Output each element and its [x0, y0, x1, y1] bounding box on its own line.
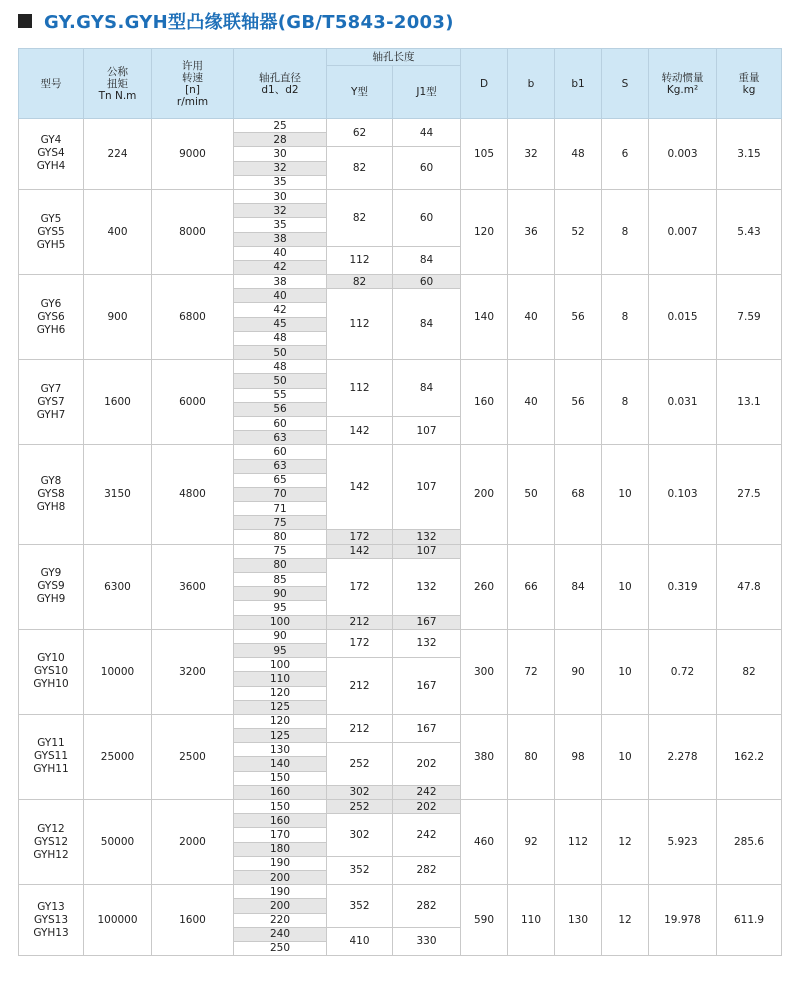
table-row: [19, 885, 782, 899]
bore-cell: 100: [234, 658, 327, 672]
coupling-spec-table: [18, 48, 782, 956]
D-cell: 160: [461, 360, 508, 445]
model-cell: GY6 GYS6 GYH6: [19, 275, 84, 360]
j1-length-cell: 167: [393, 615, 461, 629]
j1-length-cell: 84: [393, 360, 461, 417]
S-cell: 12: [602, 800, 649, 885]
speed-cell: 1600: [152, 885, 234, 956]
bore-cell: 190: [234, 856, 327, 870]
j1-length-cell: 330: [393, 927, 461, 955]
bore-cell: 250: [234, 941, 327, 955]
b1-cell: 112: [555, 800, 602, 885]
D-cell: 260: [461, 544, 508, 629]
D-cell: 105: [461, 119, 508, 190]
j1-length-cell: 60: [393, 275, 461, 289]
bore-cell: 160: [234, 814, 327, 828]
header-j1: J1型: [393, 66, 461, 119]
bore-cell: 45: [234, 317, 327, 331]
inertia-cell: 0.72: [649, 629, 717, 714]
S-cell: 10: [602, 544, 649, 629]
D-cell: 460: [461, 800, 508, 885]
model-cell: GY11 GYS11 GYH11: [19, 714, 84, 799]
b-cell: 66: [508, 544, 555, 629]
bore-cell: 95: [234, 643, 327, 657]
header-b: b: [508, 49, 555, 119]
bore-cell: 95: [234, 601, 327, 615]
bore-cell: 71: [234, 502, 327, 516]
j1-length-cell: 242: [393, 785, 461, 799]
b1-cell: 90: [555, 629, 602, 714]
title-text: GY.GYS.GYH型凸缘联轴器(GB/T5843-2003): [44, 12, 454, 33]
table-body: [19, 119, 782, 956]
bore-cell: 35: [234, 175, 327, 189]
inertia-cell: 0.003: [649, 119, 717, 190]
j1-length-cell: 132: [393, 558, 461, 615]
bore-cell: 150: [234, 771, 327, 785]
b-cell: 72: [508, 629, 555, 714]
bore-cell: 170: [234, 828, 327, 842]
D-cell: 380: [461, 714, 508, 799]
y-length-cell: 172: [327, 629, 393, 657]
j1-length-cell: 44: [393, 119, 461, 147]
title-square-icon: [18, 14, 32, 28]
model-cell: GY5 GYS5 GYH5: [19, 189, 84, 274]
S-cell: 6: [602, 119, 649, 190]
bore-cell: 38: [234, 275, 327, 289]
S-cell: 12: [602, 885, 649, 956]
y-length-cell: 82: [327, 189, 393, 246]
bore-cell: 85: [234, 573, 327, 587]
bore-cell: 150: [234, 800, 327, 814]
bore-cell: 55: [234, 388, 327, 402]
bore-cell: 190: [234, 885, 327, 899]
bore-cell: 38: [234, 232, 327, 246]
y-length-cell: 142: [327, 445, 393, 530]
j1-length-cell: 107: [393, 416, 461, 444]
bore-cell: 50: [234, 346, 327, 360]
y-length-cell: 112: [327, 360, 393, 417]
j1-length-cell: 107: [393, 544, 461, 558]
b1-cell: 84: [555, 544, 602, 629]
table-row: [19, 445, 782, 459]
j1-length-cell: 60: [393, 189, 461, 246]
bore-cell: 48: [234, 360, 327, 374]
table-row: [19, 714, 782, 728]
model-cell: GY10 GYS10 GYH10: [19, 629, 84, 714]
table-row: [19, 544, 782, 558]
header-weight: 重量 kg: [717, 49, 782, 119]
header-speed: 许用 转速 [n] r/mim: [152, 49, 234, 119]
table-row: [19, 800, 782, 814]
model-cell: GY12 GYS12 GYH12: [19, 800, 84, 885]
torque-cell: 1600: [84, 360, 152, 445]
S-cell: 8: [602, 275, 649, 360]
inertia-cell: 0.103: [649, 445, 717, 544]
header-torque: 公称 扭矩 Tn N.m: [84, 49, 152, 119]
b-cell: 110: [508, 885, 555, 956]
header-D: D: [461, 49, 508, 119]
b-cell: 92: [508, 800, 555, 885]
b1-cell: 48: [555, 119, 602, 190]
torque-cell: 900: [84, 275, 152, 360]
weight-cell: 82: [717, 629, 782, 714]
y-length-cell: 112: [327, 289, 393, 360]
j1-length-cell: 132: [393, 629, 461, 657]
inertia-cell: 0.031: [649, 360, 717, 445]
j1-length-cell: 84: [393, 289, 461, 360]
header-model: 型号: [19, 49, 84, 119]
bore-cell: 42: [234, 303, 327, 317]
S-cell: 8: [602, 189, 649, 274]
D-cell: 590: [461, 885, 508, 956]
y-length-cell: 62: [327, 119, 393, 147]
y-length-cell: 82: [327, 275, 393, 289]
inertia-cell: 0.319: [649, 544, 717, 629]
weight-cell: 13.1: [717, 360, 782, 445]
weight-cell: 7.59: [717, 275, 782, 360]
speed-cell: 9000: [152, 119, 234, 190]
speed-cell: 2000: [152, 800, 234, 885]
torque-cell: 3150: [84, 445, 152, 544]
y-length-cell: 302: [327, 814, 393, 857]
b1-cell: 56: [555, 360, 602, 445]
header-y: Y型: [327, 66, 393, 119]
y-length-cell: 212: [327, 714, 393, 742]
inertia-cell: 5.923: [649, 800, 717, 885]
bore-cell: 110: [234, 672, 327, 686]
S-cell: 8: [602, 360, 649, 445]
bore-cell: 100: [234, 615, 327, 629]
j1-length-cell: 282: [393, 885, 461, 928]
S-cell: 10: [602, 445, 649, 544]
D-cell: 300: [461, 629, 508, 714]
weight-cell: 27.5: [717, 445, 782, 544]
torque-cell: 6300: [84, 544, 152, 629]
b-cell: 80: [508, 714, 555, 799]
bore-cell: 65: [234, 473, 327, 487]
b1-cell: 56: [555, 275, 602, 360]
table-row: [19, 360, 782, 374]
bore-cell: 240: [234, 927, 327, 941]
b-cell: 32: [508, 119, 555, 190]
y-length-cell: 302: [327, 785, 393, 799]
j1-length-cell: 132: [393, 530, 461, 544]
y-length-cell: 212: [327, 615, 393, 629]
weight-cell: 3.15: [717, 119, 782, 190]
bore-cell: 125: [234, 700, 327, 714]
bore-cell: 30: [234, 147, 327, 161]
bore-cell: 90: [234, 629, 327, 643]
j1-length-cell: 242: [393, 814, 461, 857]
header-inertia: 转动惯量 Kg.m²: [649, 49, 717, 119]
y-length-cell: 142: [327, 416, 393, 444]
y-length-cell: 252: [327, 800, 393, 814]
y-length-cell: 252: [327, 743, 393, 786]
speed-cell: 6000: [152, 360, 234, 445]
speed-cell: 3600: [152, 544, 234, 629]
S-cell: 10: [602, 714, 649, 799]
speed-cell: 6800: [152, 275, 234, 360]
j1-length-cell: 84: [393, 246, 461, 274]
speed-cell: 8000: [152, 189, 234, 274]
header-length: 轴孔长度: [327, 49, 461, 66]
inertia-cell: 2.278: [649, 714, 717, 799]
page-title: [18, 7, 454, 35]
table-row: [19, 119, 782, 133]
bore-cell: 35: [234, 218, 327, 232]
model-cell: GY8 GYS8 GYH8: [19, 445, 84, 544]
y-length-cell: 82: [327, 147, 393, 190]
inertia-cell: 19.978: [649, 885, 717, 956]
y-length-cell: 352: [327, 885, 393, 928]
bore-cell: 28: [234, 133, 327, 147]
header-b1: b1: [555, 49, 602, 119]
bore-cell: 80: [234, 558, 327, 572]
bore-cell: 90: [234, 587, 327, 601]
model-cell: GY4 GYS4 GYH4: [19, 119, 84, 190]
y-length-cell: 410: [327, 927, 393, 955]
b1-cell: 52: [555, 189, 602, 274]
speed-cell: 4800: [152, 445, 234, 544]
j1-length-cell: 167: [393, 658, 461, 715]
bore-cell: 32: [234, 161, 327, 175]
bore-cell: 32: [234, 204, 327, 218]
inertia-cell: 0.007: [649, 189, 717, 274]
b-cell: 40: [508, 275, 555, 360]
speed-cell: 2500: [152, 714, 234, 799]
header-bore: 轴孔直径 d1、d2: [234, 49, 327, 119]
S-cell: 10: [602, 629, 649, 714]
speed-cell: 3200: [152, 629, 234, 714]
b1-cell: 68: [555, 445, 602, 544]
bore-cell: 70: [234, 487, 327, 501]
weight-cell: 611.9: [717, 885, 782, 956]
model-cell: GY9 GYS9 GYH9: [19, 544, 84, 629]
bore-cell: 42: [234, 260, 327, 274]
bore-cell: 63: [234, 431, 327, 445]
bore-cell: 80: [234, 530, 327, 544]
D-cell: 140: [461, 275, 508, 360]
bore-cell: 180: [234, 842, 327, 856]
D-cell: 200: [461, 445, 508, 544]
inertia-cell: 0.015: [649, 275, 717, 360]
bore-cell: 140: [234, 757, 327, 771]
b1-cell: 130: [555, 885, 602, 956]
b-cell: 50: [508, 445, 555, 544]
torque-cell: 100000: [84, 885, 152, 956]
y-length-cell: 172: [327, 558, 393, 615]
weight-cell: 285.6: [717, 800, 782, 885]
bore-cell: 56: [234, 402, 327, 416]
bore-cell: 50: [234, 374, 327, 388]
y-length-cell: 112: [327, 246, 393, 274]
y-length-cell: 352: [327, 856, 393, 884]
bore-cell: 75: [234, 516, 327, 530]
bore-cell: 75: [234, 544, 327, 558]
D-cell: 120: [461, 189, 508, 274]
weight-cell: 162.2: [717, 714, 782, 799]
bore-cell: 40: [234, 246, 327, 260]
j1-length-cell: 60: [393, 147, 461, 190]
weight-cell: 47.8: [717, 544, 782, 629]
j1-length-cell: 202: [393, 743, 461, 786]
table-row: [19, 189, 782, 203]
torque-cell: 25000: [84, 714, 152, 799]
torque-cell: 224: [84, 119, 152, 190]
b-cell: 40: [508, 360, 555, 445]
bore-cell: 130: [234, 743, 327, 757]
j1-length-cell: 107: [393, 445, 461, 530]
model-cell: GY13 GYS13 GYH13: [19, 885, 84, 956]
bore-cell: 60: [234, 416, 327, 430]
b1-cell: 98: [555, 714, 602, 799]
bore-cell: 125: [234, 729, 327, 743]
torque-cell: 50000: [84, 800, 152, 885]
bore-cell: 220: [234, 913, 327, 927]
table-row: [19, 629, 782, 643]
table-row: [19, 275, 782, 289]
bore-cell: 200: [234, 899, 327, 913]
header-S: S: [602, 49, 649, 119]
j1-length-cell: 282: [393, 856, 461, 884]
bore-cell: 120: [234, 714, 327, 728]
j1-length-cell: 167: [393, 714, 461, 742]
bore-cell: 120: [234, 686, 327, 700]
bore-cell: 40: [234, 289, 327, 303]
bore-cell: 30: [234, 189, 327, 203]
bore-cell: 200: [234, 870, 327, 884]
torque-cell: 10000: [84, 629, 152, 714]
bore-cell: 25: [234, 119, 327, 133]
model-cell: GY7 GYS7 GYH7: [19, 360, 84, 445]
y-length-cell: 172: [327, 530, 393, 544]
y-length-cell: 142: [327, 544, 393, 558]
y-length-cell: 212: [327, 658, 393, 715]
bore-cell: 48: [234, 331, 327, 345]
bore-cell: 160: [234, 785, 327, 799]
torque-cell: 400: [84, 189, 152, 274]
bore-cell: 60: [234, 445, 327, 459]
bore-cell: 63: [234, 459, 327, 473]
j1-length-cell: 202: [393, 800, 461, 814]
b-cell: 36: [508, 189, 555, 274]
weight-cell: 5.43: [717, 189, 782, 274]
